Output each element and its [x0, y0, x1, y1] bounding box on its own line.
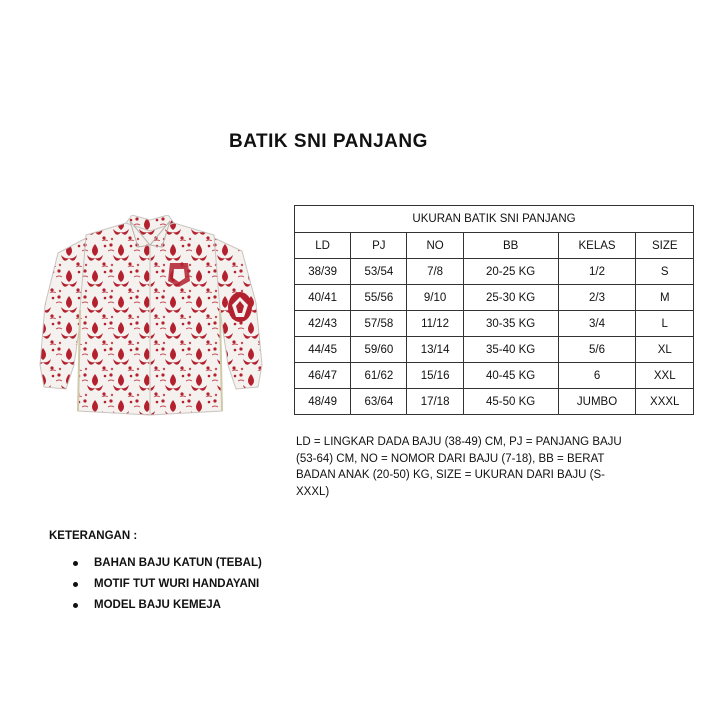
cell-no: 15/16	[407, 363, 463, 389]
cell-no: 7/8	[407, 259, 463, 285]
cell-bb: 30-35 KG	[463, 311, 558, 337]
cell-size: S	[636, 259, 694, 285]
cell-ld: 48/49	[295, 389, 351, 415]
table-row	[295, 285, 694, 311]
list-item: MODEL BAJU KEMEJA	[71, 595, 262, 616]
cell-no: 9/10	[407, 285, 463, 311]
cell-kelas: 2/3	[558, 285, 636, 311]
size-table	[294, 205, 694, 415]
cell-ld: 42/43	[295, 311, 351, 337]
cell-pj: 53/54	[351, 259, 407, 285]
cell-ld: 46/47	[295, 363, 351, 389]
table-row	[295, 363, 694, 389]
cell-kelas: 1/2	[558, 259, 636, 285]
cell-ld: 40/41	[295, 285, 351, 311]
page-title: BATIK SNI PANJANG	[229, 131, 428, 152]
table-row	[295, 259, 694, 285]
cell-no: 11/12	[407, 311, 463, 337]
cell-size: M	[636, 285, 694, 311]
cell-no: 13/14	[407, 337, 463, 363]
size-table-header-row	[295, 233, 694, 259]
cell-ld: 44/45	[295, 337, 351, 363]
cell-size: L	[636, 311, 694, 337]
cell-kelas: 5/6	[558, 337, 636, 363]
cell-kelas: 3/4	[558, 311, 636, 337]
column-header-size: SIZE	[636, 233, 694, 259]
cell-ld: 38/39	[295, 259, 351, 285]
cell-size: XL	[636, 337, 694, 363]
cell-kelas: JUMBO	[558, 389, 636, 415]
cell-kelas: 6	[558, 363, 636, 389]
cell-size: XXL	[636, 363, 694, 389]
cell-pj: 59/60	[351, 337, 407, 363]
cell-bb: 45-50 KG	[463, 389, 558, 415]
size-table-caption-row	[295, 206, 694, 233]
column-header-ld: LD	[295, 233, 351, 259]
cell-pj: 61/62	[351, 363, 407, 389]
cell-bb: 35-40 KG	[463, 337, 558, 363]
table-row	[295, 389, 694, 415]
size-legend-description: LD = LINGKAR DADA BAJU (38-49) CM, PJ = PANJANG BAJU (53-64) CM, NO = NOMOR DARI BAJU (7-18), BB = BERAT BADAN ANAK (20-50) KG, SIZE = UKURAN DARI BAJU (S-XXXL)	[296, 436, 622, 498]
size-table-caption: UKURAN BATIK SNI PANJANG	[295, 206, 694, 233]
cell-bb: 20-25 KG	[463, 259, 558, 285]
cell-bb: 40-45 KG	[463, 363, 558, 389]
cell-bb: 25-30 KG	[463, 285, 558, 311]
cell-size: XXXL	[636, 389, 694, 415]
list-item: MOTIF TUT WURI HANDAYANI	[71, 574, 262, 595]
table-row	[295, 337, 694, 363]
table-row	[295, 311, 694, 337]
keterangan-title: KETERANGAN :	[49, 530, 138, 542]
batik-shirt-icon	[30, 215, 270, 420]
cell-pj: 63/64	[351, 389, 407, 415]
cell-pj: 57/58	[351, 311, 407, 337]
cell-pj: 55/56	[351, 285, 407, 311]
column-header-bb: BB	[463, 233, 558, 259]
list-item: BAHAN BAJU KATUN (TEBAL)	[71, 553, 262, 574]
column-header-pj: PJ	[351, 233, 407, 259]
column-header-kelas: KELAS	[558, 233, 636, 259]
keterangan-list	[71, 553, 262, 616]
cell-no: 17/18	[407, 389, 463, 415]
column-header-no: NO	[407, 233, 463, 259]
